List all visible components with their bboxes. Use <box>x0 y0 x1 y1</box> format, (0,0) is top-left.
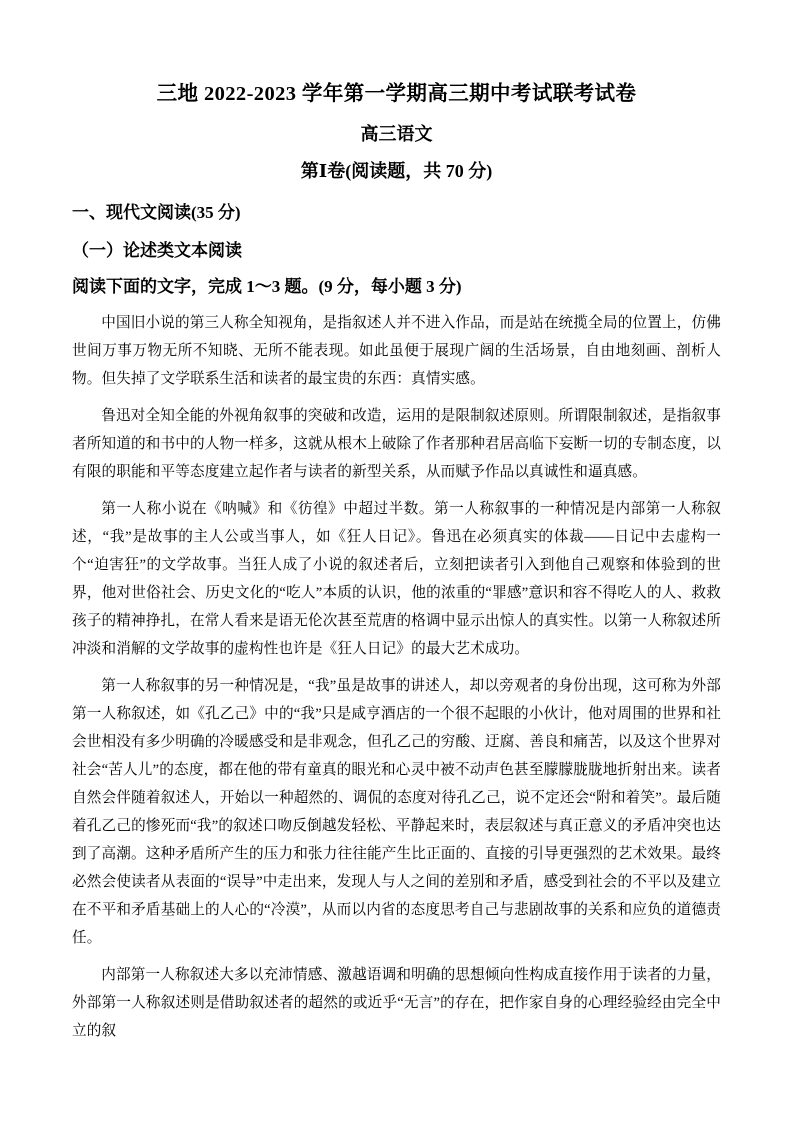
section-heading-modern-reading: 一、现代文阅读(35 分) <box>72 203 241 223</box>
body-paragraph: 第一人称小说在《呐喊》和《彷徨》中超过半数。第一人称叙事的一种情况是内部第一人称叙述，“我”是故事的主人公或当事人，如《狂人日记》。鲁迅在必须真实的体裁——日记中去虚构一个“迫害狂”的文学故事。当狂人成了小说的叙述者后，立刻把读者引入到他自己观察和体验到的世界，他对世俗社会、历史文化的“吃人”本质的认识，他的浓重的“罪感”意识和容不得吃人的人、救救孩子的精神挣扎，在常人看来是语无伦次甚至荒唐的格调中显示出惊人的真实性。以第一人称叙述所冲淡和消解的文学故事的虚构性也许是《狂人日记》的最大艺术成功。 <box>72 500 721 657</box>
body-paragraph: 中国旧小说的第三人称全知视角，是指叙述人并不进入作品，而是站在统揽全局的位置上，仿佛世间万事万物无所不知晓、无所不能表现。如此虽便于展现广阔的生活场景，自由地刻画、剖析人物。但失掉了文学联系生活和读者的最宝贵的东西：真情实感。 <box>72 314 721 387</box>
body-paragraph: 鲁迅对全知全能的外视角叙事的突破和改造，运用的是限制叙述原则。所谓限制叙述，是指叙事者所知道的和书中的人物一样多，这就从根木上破除了作者那种君居高临下妄断一切的专制态度，以有限的职能和平等态度建立起作者与读者的新型关系，从而赋予作品以真诚性和逼真感。 <box>72 407 721 480</box>
document-subtitle: 高三语文 <box>360 123 433 144</box>
body-paragraph: 第一人称叙事的另一种情况是，“我”虽是故事的讲述人，却以旁观者的身份出现，这可称为外部第一人称叙述，如《孔乙己》中的“我”只是咸亨酒店的一个很不起眼的小伙计，他对周围的世界和社会世相没有多少明确的冷暖感受和是非观念，但孔乙己的穷酸、迂腐、善良和痛苦，以及这个世界对社会“苦人儿”的态度，都在他的带有童真的眼光和心灵中被不动声色甚至朦朦胧胧地折射出来。读者自然会伴随着叙述人，开始以一种超然的、调侃的态度对待孔乙己，说不定还会“附和着笑”。最后随着孔乙己的惨死而“我”的叙述口吻反倒越发轻松、平静起来时，表层叙述与真正意义的矛盾冲突也达到了高潮。这种矛盾所产生的压力和张力往往能产生比正面的、直接的引导更强烈的艺术效果。最终必然会使读者从表面的“误导”中走出来，发现人与人之间的差别和矛盾，感受到社会的不平以及建立在不平和矛盾基础上的人心的“冷漠”，从而以内省的态度思考自己与悲剧故事的关系和应负的道德责任。 <box>72 677 721 946</box>
body-paragraph: 内部第一人称叙述大多以充沛情感、激越语调和明确的思想倾向性构成直接作用于读者的力量，外部第一人称叙述则是借助叙述者的超然的或近乎“无言”的存在，把作家自身的心理经验经由完全中立的叙 <box>72 966 721 1039</box>
page-title: 三地 2022-2023 学年第一学期高三期中考试联考试卷 <box>156 83 637 105</box>
section-heading-roman: 第Ⅰ卷(阅读题，共 70 分) <box>300 160 493 181</box>
instruction-heading-questions: 阅读下面的文字，完成 1～3 题。(9 分，每小题 3 分) <box>72 277 462 297</box>
subsection-heading-argumentative-text: （一）论述类文本阅读 <box>72 240 242 260</box>
